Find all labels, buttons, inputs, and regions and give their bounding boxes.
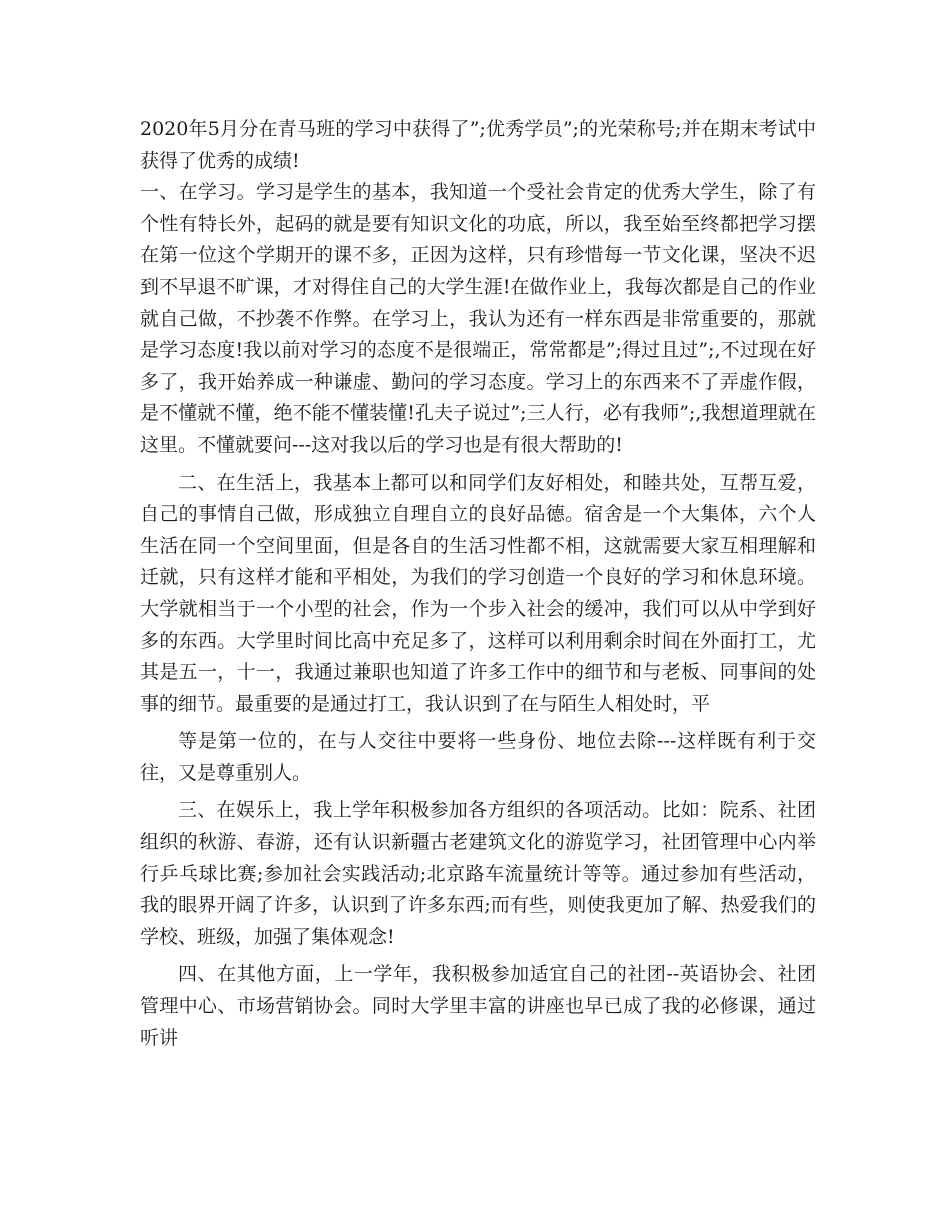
- paragraph-life: 二、在生活上，我基本上都可以和同学们友好相处，和睦共处，互帮互爱，自己的事情自己做，形成独立自理自立的良好品德。宿舍是一个大集体，六个人生活在同一个空间里面，但是各自的生活习性都不相，这就需要大家互相理解和迁就，只有这样才能和平相处，为我们的学习创造一个良好的学习和休息环境。大学就相当于一个小型的社会，作为一个步入社会的缓冲，我们可以从中学到好多的东西。大学里时间比高中充足多了，这样可以利用剩余时间在外面打工，尤其是五一，十一，我通过兼职也知道了许多工作中的细节和与老板、同事间的处事的细节。最重要的是通过打工，我认识到了在与陌生人相处时，平: [140, 471, 816, 715]
- paragraph-equality: 等是第一位的，在与人交往中要将一些身份、地位去除---这样既有利于交往，又是尊重别人。: [140, 730, 816, 784]
- paragraph-other: 四、在其他方面，上一学年，我积极参加适宜自己的社团--英语协会、社团管理中心、市场营销协会。同时大学里丰富的讲座也早已成了我的必修课，通过听讲: [140, 963, 816, 1049]
- paragraph-study: 一、在学习。学习是学生的基本，我知道一个受社会肯定的优秀大学生，除了有个性有特长外，起码的就是要有知识文化的功底，所以，我至始至终都把学习摆在第一位这个学期开的课不多，正因为这样，只有珍惜每一节文化课，坚决不迟到不早退不旷课，才对得住自己的大学生涯!在做作业上，我每次都是自己的作业就自己做，不抄袭不作弊。在学习上，我认为还有一样东西是非常重要的，那就是学习态度!我以前对学习的态度不是很端正，常常都是”;得过且过”;,不过现在好多了，我开始养成一种谦虚、勤问的学习态度。学习上的东西来不了弄虚作假，是不懂就不懂，绝不能不懂装懂!孔夫子说过”;三人行，必有我师”;,我想道理就在这里。不懂就要问---这对我以后的学习也是有很大帮助的!: [140, 181, 816, 456]
- paragraph-honor: 2020年5月分在青马班的学习中获得了”;优秀学员”;的光荣称号;并在期末考试中获得了优秀的成绩!: [140, 118, 816, 172]
- paragraph-entertainment: 三、在娱乐上，我上学年积极参加各方组织的各项活动。比如：院系、社团组织的秋游、春游，还有认识新疆古老建筑文化的游览学习，社团管理中心内举行乒乓球比赛;参加社会实践活动;北京路车流量统计等等。通过参加有些活动，我的眼界开阔了许多，认识到了许多东西;而有些，则使我更加了解、热爱我们的学校、班级，加强了集体观念!: [140, 799, 816, 948]
- document-body: [140, 114, 816, 1054]
